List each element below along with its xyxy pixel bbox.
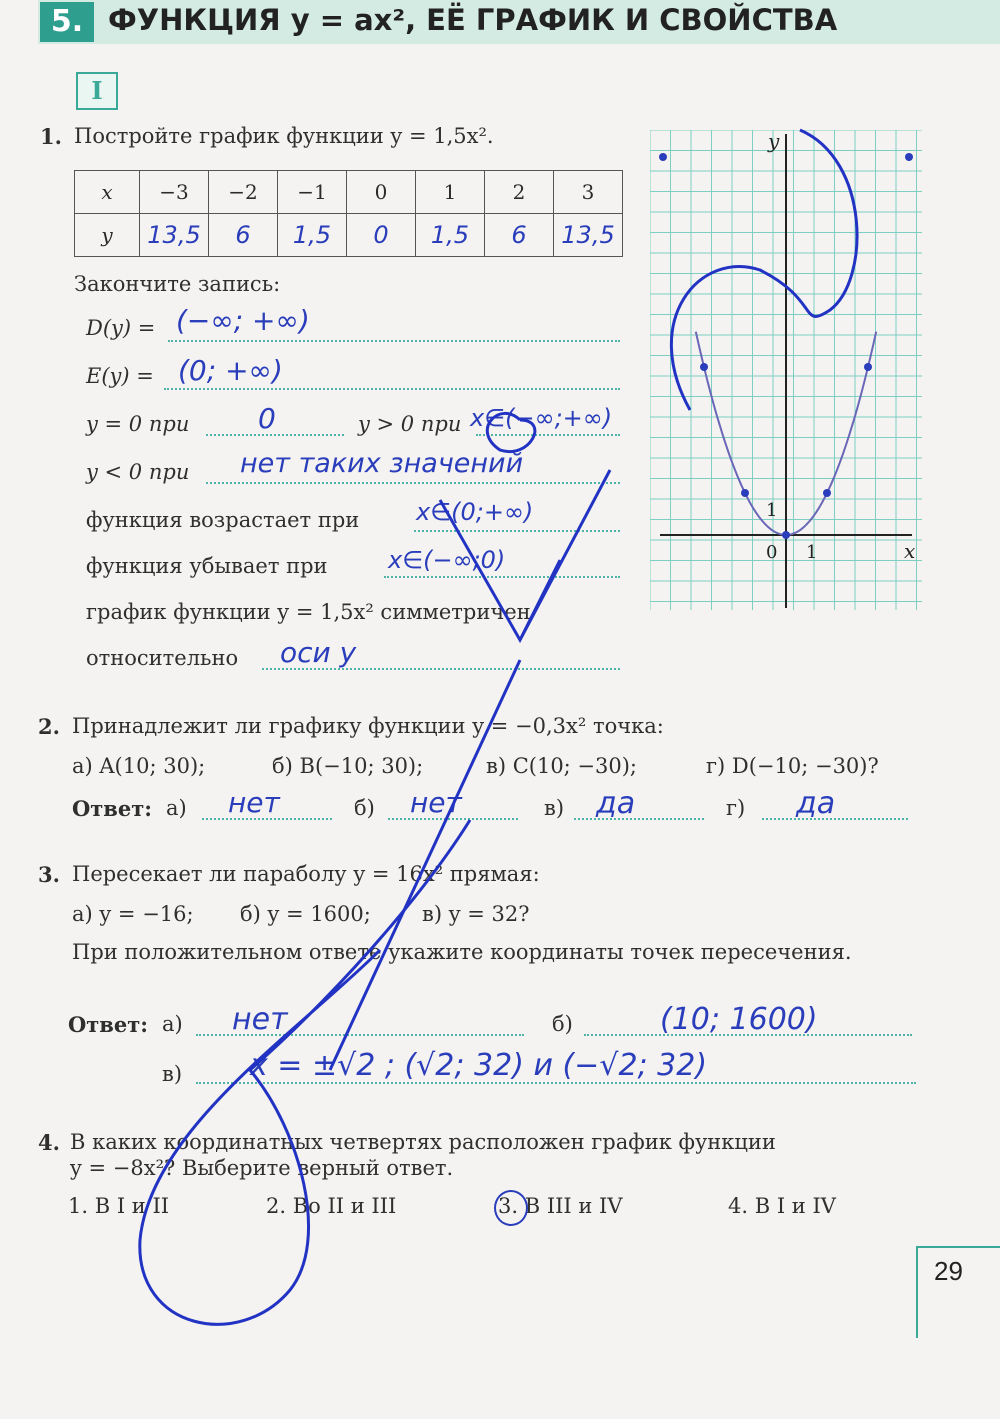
task2-answer-a: нет: [228, 786, 280, 819]
section-badge: I: [76, 72, 118, 110]
range-line: [164, 388, 620, 390]
task3-number: 3.: [38, 862, 60, 887]
task3-answer-b: (10; 1600): [660, 1002, 818, 1037]
increase-label: функция возрастает при: [86, 508, 360, 532]
positive-line: [476, 434, 620, 436]
task2-answer-c-line: [574, 818, 704, 820]
task2-answer-c-label: в): [544, 796, 565, 820]
table-cell-x: 2: [485, 171, 554, 214]
table-header-y: y: [75, 214, 140, 257]
table-cell-y: 13,5: [554, 214, 623, 257]
task2-answer-d: да: [796, 786, 836, 821]
task3-answer-label: Ответ:: [68, 1012, 149, 1037]
plot-point: [659, 153, 667, 161]
task4-text-line2: y = −8x²? Выберите верный ответ.: [70, 1156, 454, 1180]
symmetry-label: график функции y = 1,5x² симметричен: [86, 600, 531, 624]
decrease-label: функция убывает при: [86, 554, 328, 578]
y-unit-label: 1: [766, 500, 778, 521]
task1-number: 1.: [40, 124, 62, 149]
table-cell-y: 6: [209, 214, 278, 257]
task2-number: 2.: [38, 714, 60, 739]
task3-option-c: в) y = 32?: [422, 902, 530, 926]
task4-text-line1: В каких координатных четвертях расположен график функции: [70, 1130, 776, 1154]
task2-answer-b: нет: [410, 786, 462, 819]
domain-label: D(y) =: [86, 316, 156, 340]
table-cell-x: 0: [347, 171, 416, 214]
task2-option-d: г) D(−10; −30)?: [706, 754, 879, 778]
zero-answer: 0: [258, 402, 276, 435]
task2-option-a: а) A(10; 30);: [72, 754, 206, 778]
increase-answer: x∈(0;+∞): [416, 498, 534, 526]
decrease-answer: x∈(−∞;0): [388, 546, 506, 574]
task4-option-3: 3. В III и IV: [498, 1194, 623, 1218]
range-answer: (0; +∞): [178, 354, 283, 387]
table-cell-y: 0: [347, 214, 416, 257]
task3-answer-v-label: в): [162, 1062, 183, 1086]
task3-answer-a: нет: [232, 1002, 288, 1037]
task3-answer-v: x = ±√2 ; (√2; 32) и (−√2; 32): [250, 1048, 708, 1083]
table-cell-y: 6: [485, 214, 554, 257]
relative-label: относительно: [86, 646, 239, 670]
task2-answer-b-label: б): [354, 796, 375, 820]
plot-point: [905, 153, 913, 161]
table-cell-x: 1: [416, 171, 485, 214]
task4-number: 4.: [38, 1130, 60, 1155]
zero-label: y = 0 при: [86, 412, 190, 436]
table-cell-x: 3: [554, 171, 623, 214]
table-header-x: x: [75, 171, 140, 214]
negative-label: y < 0 при: [86, 460, 190, 484]
domain-line: [168, 340, 620, 342]
task2-option-b: б) B(−10; 30);: [272, 754, 424, 778]
negative-answer: нет таких значений: [240, 448, 524, 479]
x-unit-label: 1: [806, 542, 818, 563]
task3-text: Пересекает ли параболу y = 16x² прямая:: [72, 862, 540, 886]
decrease-line: [384, 576, 620, 578]
plot-point: [823, 489, 831, 497]
section-number: 5.: [40, 2, 94, 42]
table-cell-y: 1,5: [416, 214, 485, 257]
table-row-y: [75, 214, 623, 257]
page-number: 29: [934, 1256, 963, 1286]
positive-label: y > 0 при: [358, 412, 462, 436]
task4-option-4: 4. В I и IV: [728, 1194, 836, 1218]
table-cell-x: −3: [140, 171, 209, 214]
x-axis-label: x: [904, 539, 916, 563]
plot-point: [782, 531, 790, 539]
positive-answer: x∈(−∞;+∞): [470, 404, 613, 432]
task4-option-2: 2. Во II и III: [266, 1194, 397, 1218]
range-label: E(y) =: [86, 364, 154, 388]
coordinate-grid: [650, 130, 922, 650]
task2-text: Принадлежит ли графику функции y = −0,3x² точка:: [72, 714, 664, 738]
page-title: ФУНКЦИЯ y = ax², ЕЁ ГРАФИК И СВОЙСТВА: [108, 3, 838, 37]
task2-answer-c: да: [596, 786, 636, 821]
value-table: [74, 170, 623, 257]
task4-option-1: 1. В I и II: [68, 1194, 170, 1218]
plot-point: [700, 363, 708, 371]
circle-mark-icon: [494, 1190, 528, 1226]
relative-answer: оси y: [280, 636, 357, 669]
task3-option-a: а) y = −16;: [72, 902, 194, 926]
task2-option-c: в) C(10; −30);: [486, 754, 638, 778]
task2-answer-d-label: г): [726, 796, 746, 820]
table-cell-x: −2: [209, 171, 278, 214]
task2-answer-label: Ответ:: [72, 796, 153, 821]
negative-line: [206, 482, 620, 484]
task2-answer-a-label: а): [166, 796, 187, 820]
task3-answer-a-label: а): [162, 1012, 183, 1036]
task3-note: При положительном ответе укажите координаты точек пересечения.: [72, 940, 852, 964]
table-cell-y: 1,5: [278, 214, 347, 257]
finish-instruction: Закончите запись:: [74, 272, 281, 296]
domain-answer: (−∞; +∞): [176, 304, 310, 337]
task3-option-b: б) y = 1600;: [240, 902, 371, 926]
plot-point: [741, 489, 749, 497]
task3-answer-b-label: б): [552, 1012, 573, 1036]
plot-point: [864, 363, 872, 371]
table-row-x: [75, 171, 623, 214]
origin-label: 0: [766, 542, 778, 563]
increase-line: [414, 530, 620, 532]
y-axis-label: y: [768, 130, 780, 153]
table-cell-y: 13,5: [140, 214, 209, 257]
task1-text: Постройте график функции y = 1,5x².: [74, 124, 494, 148]
table-cell-x: −1: [278, 171, 347, 214]
